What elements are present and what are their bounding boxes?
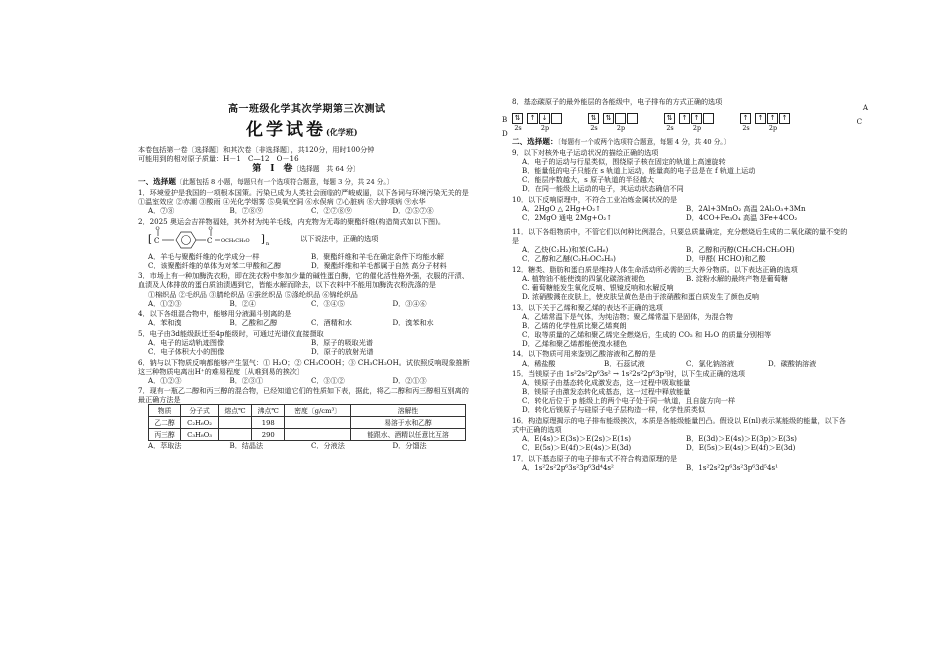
q13-stem: 13．以下关于乙烯和聚乙烯的表达不正确的选项 [512, 302, 663, 312]
orbital-label-2p: 2p [616, 123, 626, 132]
q5-option-b[interactable]: B．原子的吸取光谱 [311, 337, 373, 347]
q5-stem: 5．电子由3d能级跃迁至4p能级时，可通过光谱仪直接摄取 [138, 328, 324, 338]
orbital-label-2s: 2s [666, 123, 674, 132]
q9-option-d[interactable]: D．在同一能级上运动的电子，其运动状态确信不同 [522, 184, 684, 194]
q1-option-c[interactable]: C．②⑦⑧⑨ [311, 206, 352, 216]
atomic-mass-line: 可能用到的相对原子质量：H－1 C—12 O－16 [138, 154, 299, 164]
q6-option-d[interactable]: D．②①③ [392, 375, 427, 385]
q11-stem: 11．以下各组物质中，不管它们以何种比例混合，只要总质量确定，充分燃烧后生成的二氧化碳的量不变的是 [512, 226, 848, 245]
q12-option-c[interactable]: C. 葡萄糖能发生氧化反响、银镜反响和水解反响 [522, 282, 674, 292]
q14-options [512, 359, 850, 368]
q16-option-d[interactable]: D．E(5s)＞E(4s)＞E(4f)＞E(3d) [686, 443, 796, 453]
q16-stem: 16．构造原理揭示的电子排布能级挨次，本质是各能级能量凹凸。假设以 E(nl)表示某能级的能量，以下各式中正确的选项 [512, 415, 846, 435]
orbital-box: ↑ [679, 113, 690, 124]
question-12 [512, 265, 850, 301]
q2-option-c[interactable]: C．该聚酯纤维的单体为对苯二甲酸和乙醇 [148, 260, 282, 270]
orbital-box [551, 113, 562, 124]
q16-option-b[interactable]: B．E(3d)＞E(4s)＞E(3p)＞E(3s) [686, 434, 797, 444]
q9-options [512, 157, 850, 193]
q5-options [138, 338, 474, 356]
q14-option-c[interactable]: C．氯化钠溶液 [686, 358, 734, 368]
q3-option-b[interactable]: B．②④ [229, 298, 256, 308]
exam-title-text: 化学试卷 [246, 120, 326, 140]
table-cell [218, 417, 251, 429]
q13-option-c[interactable]: C．取等质量的乙烯和聚乙烯完全燃烧后，生成的 CO₂ 和 H₂O 的质量分别相等 [522, 329, 772, 339]
svg-text:n: n [266, 240, 270, 247]
q2-option-d[interactable]: D．聚酯纤维和羊毛都属于自然 高分子材料 [311, 260, 447, 270]
q2-stem-a: 2．2025 奥运会吉祥物福娃，其外材为纯羊毛线，内充物为无毒的聚酯纤维(构造简式如以下图)。 [138, 216, 446, 226]
q7-property-table [148, 404, 466, 441]
exam-title-tag: (化学班) [326, 127, 358, 137]
q15-option-d[interactable]: D．转化后镁原子与硅原子电子层构造一样，化学性质类似 [522, 405, 706, 415]
q8-orbital-diagrams [502, 102, 868, 138]
q14-option-a[interactable]: A．稀盐酸 [522, 358, 556, 368]
orbital-box: ↑ [779, 113, 790, 124]
table-cell: C₂H₆O₂ [181, 417, 219, 429]
q2-stem-b: 以下说法中，正确的选项 [300, 233, 379, 243]
section2-note: 〔每题有一个或两个选项符合题意，每题 4 分，共 40 分。〕 [557, 137, 731, 146]
section2-heading [512, 137, 850, 147]
table-cell: 能跟水、酒精以任意比互溶 [351, 429, 466, 441]
q1-options [138, 206, 474, 215]
question-11 [512, 227, 850, 263]
q11-option-b[interactable]: B．乙醇和丙醇(CH₃CH₂CH₂OH) [686, 245, 795, 255]
orbital-box [615, 113, 626, 124]
q15-options [512, 378, 850, 414]
q12-stem: 12．糖类、脂肪和蛋白质是维持人体生命活动所必需的三大养分物质。以下表达正确的选项 [512, 264, 798, 274]
orbital-box: ↑ [527, 113, 538, 124]
question-3 [138, 271, 474, 307]
orbital-label-2p: 2p [768, 123, 778, 132]
left-content [138, 145, 474, 451]
table-cell: 198 [252, 417, 285, 429]
orbital-label-2s: 2s [590, 123, 598, 132]
structure-label: OCH₂CH₂O [221, 237, 250, 244]
orbital-box: ↓ [539, 113, 550, 124]
orbital-box: ↑ [767, 113, 778, 124]
table-header-cell: 沸点℃ [252, 405, 285, 417]
q6-option-c[interactable]: C．③①② [311, 375, 345, 385]
svg-text:[: [ [148, 233, 152, 245]
orbital-box: ⇅ [588, 113, 599, 124]
q14-stem: 14．以下物质可用来鉴别乙酸溶液和乙醇的是 [512, 349, 656, 359]
q13-option-d[interactable]: D．乙烯和聚乙烯都能使溴水褪色 [522, 338, 627, 348]
section1-title: 一、选择题 [138, 176, 176, 186]
q4-option-c[interactable]: C．酒精和水 [311, 318, 352, 328]
q1-option-a[interactable]: A．⑦⑧ [148, 206, 175, 216]
q4-option-d[interactable]: D．溴苯和水 [392, 318, 434, 328]
q8-stem: 8．基态碳原子的最外能层的各能级中，电子排布的方式正确的选项 [512, 96, 723, 106]
question-10 [512, 195, 850, 222]
q7-options [138, 441, 474, 450]
q14-option-d[interactable]: D．碳酸钠溶液 [768, 358, 817, 368]
table-cell: 丙三醇 [149, 429, 181, 441]
q8-label-b: B [502, 114, 508, 124]
q7-option-d[interactable]: D．分馏法 [392, 441, 427, 451]
question-13 [512, 303, 850, 348]
table-cell: 290 [252, 429, 285, 441]
table-cell: C₃H₈O₃ [181, 429, 219, 441]
q3-option-a[interactable]: A．①②③ [148, 298, 182, 308]
q1-option-d[interactable]: D．②⑤⑦⑧ [392, 206, 434, 216]
q3-stem: 3．市场上有一种加酶洗衣粉，即在洗衣粉中参加少量的碱性蛋白酶，它的催化活性格外强，衣服的汗渍、血渍及人体排放的蛋白质油渍遇到它，皆能水解而除去，以下衣料中不能用加酶洗衣粉洗涤的是 [138, 271, 469, 290]
right-content [502, 95, 868, 472]
question-2 [138, 217, 474, 270]
q2-options [138, 252, 474, 270]
q13-options [512, 312, 850, 348]
q11-options [512, 245, 850, 263]
q8-label-d: D [502, 128, 508, 138]
q12-option-a[interactable]: A. 植物油不能使溴的四氯化碳溶液褪色 [522, 273, 646, 283]
q7-option-a[interactable]: A．萃取法 [148, 441, 182, 451]
q13-option-a[interactable]: A．乙烯常温下是气体，为纯洁物；聚乙烯常温下是固体，为混合物 [522, 311, 733, 321]
volume-note: 〔选择题 共 64 分〕 [292, 165, 360, 174]
table-header-row [149, 405, 466, 417]
q10-option-a[interactable]: A．2HgO △ 2Hg+O₂↑ [522, 203, 602, 213]
table-header-cell: 分子式 [181, 405, 219, 417]
orbital-box: ↑ [755, 113, 766, 124]
q15-option-a[interactable]: A．镁原子由基态转化成激发态，这一过程中吸取能量 [522, 378, 691, 388]
q10-option-d[interactable]: D．4CO+Fe₃O₄ 高温 3Fe+4CO₂ [686, 212, 798, 222]
table-header-cell: 溶解性 [351, 405, 466, 417]
q4-option-a[interactable]: A．苯和溴 [148, 318, 182, 328]
question-17 [512, 454, 850, 472]
svg-text:C: C [154, 236, 160, 245]
svg-text:O: O [208, 225, 213, 232]
q9-option-c[interactable]: C．能层序数越大，s 原子轨道的半径越大 [522, 175, 654, 185]
table-header-cell: 物质 [149, 405, 181, 417]
q17-options [512, 463, 850, 472]
svg-text:]: ] [261, 233, 265, 245]
q4-options [138, 318, 474, 327]
q10-options [512, 204, 850, 222]
question-5 [138, 329, 474, 356]
q13-option-b[interactable]: B．乙烯的化学性质比聚乙烯爽朗 [522, 320, 627, 330]
orbital-label-2p: 2p [540, 123, 550, 132]
table-cell [285, 417, 351, 429]
orbital-label-2s: 2s [742, 123, 750, 132]
q4-option-b[interactable]: B．乙酸和乙醇 [229, 318, 278, 328]
orbital-box: ⇅ [664, 113, 675, 124]
orbital-label-2p: 2p [692, 123, 702, 132]
question-16 [512, 416, 850, 452]
q11-option-c[interactable]: C．乙醇和乙醚(C₂H₅OC₂H₅) [522, 254, 616, 264]
section1-heading [138, 177, 474, 187]
q16-option-a[interactable]: A．E(4s)＞E(3s)＞E(2s)＞E(1s) [522, 434, 631, 444]
q3-items: ①棉织品 ②毛织品 ③腈纶织品 ④蚕丝织品 ⑤涤纶织品 ⑥锦纶织品 [148, 289, 358, 299]
q5-option-c[interactable]: C．电子体积大小的图像 [148, 346, 225, 356]
question-14 [512, 349, 850, 367]
q15-option-b[interactable]: B．镁原子由激发态转化成基态，这一过程中释放能量 [522, 387, 691, 397]
q3-option-c[interactable]: C．③④⑤ [311, 298, 345, 308]
q15-option-c[interactable]: C．转化后位于 p 能级上的两个电子处于同一轨道，且自旋方向一样 [522, 396, 736, 406]
orbital-box [703, 113, 714, 124]
q5-option-d[interactable]: D．原子的放射光谱 [311, 346, 374, 356]
orbital-box: ⇅ [603, 113, 614, 124]
question-9 [512, 148, 850, 193]
q6-option-a[interactable]: A．①②③ [148, 375, 182, 385]
table-row [149, 417, 466, 429]
q17-stem: 17．以下基态原子的电子排布式不符合构造原理的是 [512, 453, 678, 463]
q1-stem: 1．环境爱护是我国的一项根本国策。污染已成为人类社会面临的严峻威逼，以下各词与环境污染无关的是①温室效应 ②赤潮 ③酸雨 ④光化学烟雾 ⑤臭氧空洞 ⑥水俣病 ⑦心脏病 ⑧大脖项病 ⑨水华 [138, 187, 469, 206]
q16-options [512, 434, 850, 452]
question-4 [138, 309, 474, 327]
table-cell [218, 429, 251, 441]
question-7 [138, 386, 474, 450]
table-header-cell: 熔点℃ [218, 405, 251, 417]
question-1 [138, 188, 474, 215]
q4-stem: 4．以下各组混合物中，能够用分液漏斗别离的是 [138, 309, 292, 319]
q10-stem: 10．以下反响原理中，不符合工业冶炼金属状况的是 [512, 194, 678, 204]
q6-options [138, 376, 474, 385]
q2-structure-line [138, 226, 474, 252]
table-row [149, 429, 466, 441]
orbital-option[interactable] [512, 113, 566, 132]
question-15 [512, 369, 850, 414]
q9-option-b[interactable]: B．能量低的电子只能在 s 轨道上运动，能量高的电子总是在 f 轨道上运动 [522, 165, 756, 175]
q6-option-b[interactable]: B．②③① [229, 375, 264, 385]
svg-text:O: O [155, 225, 160, 232]
q2-option-a[interactable]: A．羊毛与聚酯纤维的化学成分一样 [148, 251, 260, 261]
q9-stem: 9．以下对核外电子运动状况的描绘正确的选项 [512, 147, 659, 157]
q8-label-a: A [862, 102, 868, 112]
orbital-box: ↑ [691, 113, 702, 124]
q7-stem: 7．现有一瓶乙二醇和丙三醇的混合物，已经知道它们的性质如下表，据此，将乙二醇和丙三醇相互别离的最正确方法是 [138, 386, 469, 405]
question-8 [502, 96, 868, 138]
table-header-cell: 密度〔g/cm³〕 [285, 405, 351, 417]
section1-note: 〔此题包括 8 小题，每题只有一个选项符合题意，每题 3 分，共 24 分。〕 [175, 177, 394, 186]
orbital-label-2s: 2s [514, 123, 522, 132]
q16-option-c[interactable]: C．E(5s)＞E(4f)＞E(4s)＞E(3d) [522, 443, 632, 453]
orbital-box: ↑ [740, 113, 751, 124]
q14-option-b[interactable]: B．石蕊试液 [604, 358, 645, 368]
q17-option-a[interactable]: A．1s²2s²2p⁶3s²3p⁶3d⁴4s² [522, 462, 614, 472]
q7-option-c[interactable]: C．分液法 [311, 441, 345, 451]
table-cell: 乙二醇 [149, 417, 181, 429]
q12-options [512, 274, 850, 301]
q7-option-b[interactable]: B．结晶法 [229, 441, 264, 451]
volume-heading [138, 164, 474, 176]
section2-title: 二、选择题： [512, 136, 558, 146]
orbital-box: ⇅ [512, 113, 523, 124]
q1-option-b[interactable]: B．⑦⑧⑨ [229, 206, 264, 216]
exam-intro: 本卷包括第一卷〔选择题〕和其次卷〔非选择题〕，共120分，用时100分钟 [138, 145, 375, 154]
q11-option-a[interactable]: A．乙炔(C₂H₂)和苯(C₆H₆) [522, 245, 609, 255]
q5-option-a[interactable]: A．电子的运动轨迹图像 [148, 337, 225, 347]
q12-option-b[interactable]: B. 淀粉水解的最终产物是葡萄糖 [686, 273, 788, 283]
q11-option-d[interactable]: D．甲醛( HCHO)和乙酸 [686, 254, 766, 264]
q15-stem: 15．当镁原子由 1s²2s²2p⁶3s² → 1s²2s²2p⁶3p²时，以下生成正确的选项 [512, 369, 746, 379]
orbital-option[interactable] [664, 113, 718, 132]
q10-option-c[interactable]: C．2MgO 通电 2Mg+O₂↑ [522, 212, 613, 222]
q3-options [138, 299, 474, 308]
q2-option-b[interactable]: B．聚酯纤维和羊毛在确定条件下均能水解 [311, 251, 444, 261]
q3-option-d[interactable]: D．③④⑥ [392, 298, 427, 308]
q6-stem: 6．钠与以下物质反响都能够产生氢气：① H₂O；② CH₃COOH；③ CH₃CH₂OH。试依照反响现象推断这三种物质电离出H⁺的难易程度〔从难到易的挨次〕 [138, 357, 470, 376]
q9-option-a[interactable]: A．电子的运动与行星类似，围绕原子核在固定的轨道上高速旋转 [522, 156, 726, 166]
table-cell: 易溶于水和乙醇 [351, 417, 466, 429]
exam-subtitle: 高一班级化学其次学期第三次测试 [228, 104, 386, 115]
exam-title [246, 120, 358, 142]
q17-option-b[interactable]: B．1s²2s²2p⁶3s²3p⁶3d⁵4s¹ [686, 462, 778, 472]
q12-option-d[interactable]: D. 浓硝酸溅在皮肤上，使皮肤呈黄色是由于浓硝酸和蛋白质发生了颜色反响 [522, 291, 759, 301]
orbital-option[interactable] [740, 113, 794, 132]
volume-title: 第 Ⅰ 卷 [252, 164, 293, 175]
q8-label-c: C [856, 116, 862, 126]
q10-option-b[interactable]: B．2Al+3MnO₂ 高温 2Al₂O₃+3Mn [686, 203, 806, 213]
svg-text:C: C [207, 236, 213, 245]
polyester-structure-diagram [148, 226, 298, 252]
question-6 [138, 358, 474, 385]
table-cell [285, 429, 351, 441]
orbital-box [627, 113, 638, 124]
orbital-option[interactable] [588, 113, 642, 132]
